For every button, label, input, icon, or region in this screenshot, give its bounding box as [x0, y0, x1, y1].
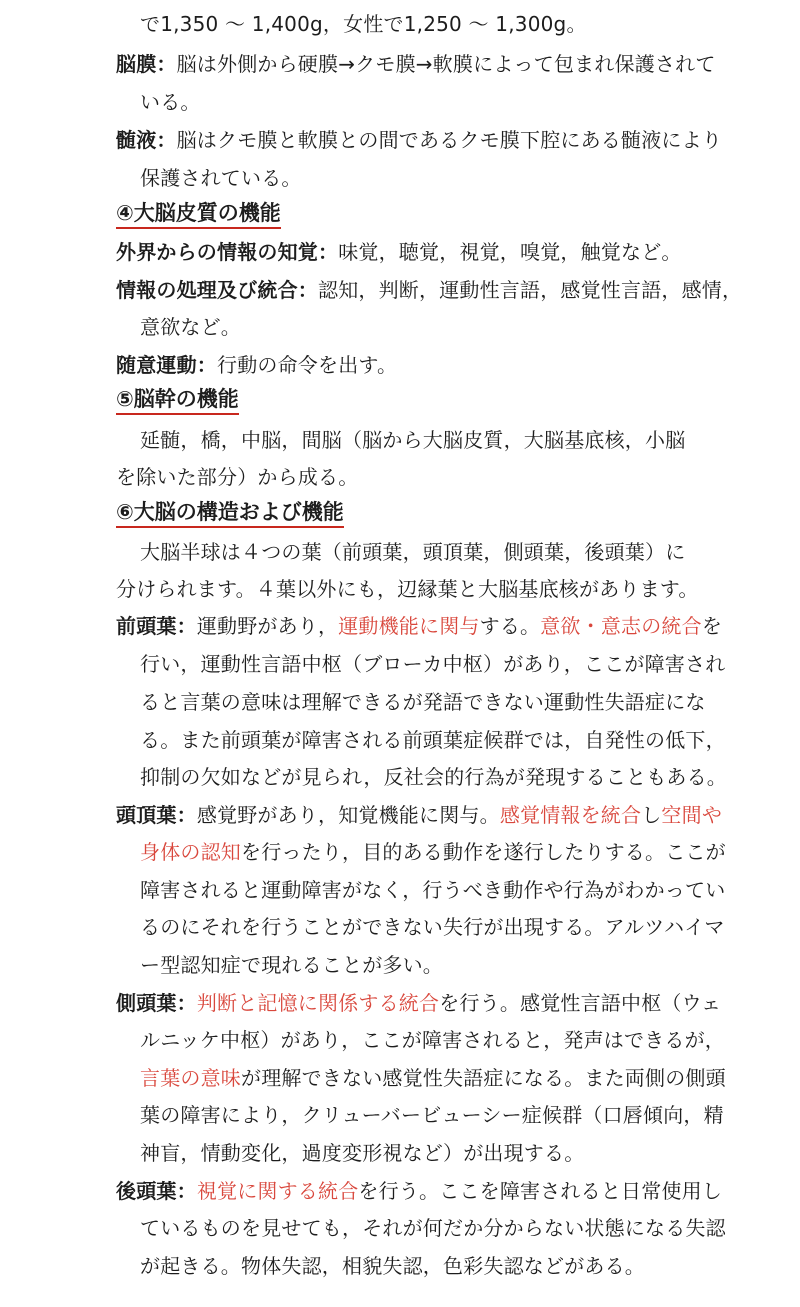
text-line: いる。 [140, 90, 201, 114]
text-line: ているものを見せても，それが何だか分からない状態になる失認 [140, 1216, 726, 1240]
text-span: を行う。感覚性言語中枢（ウェ [439, 991, 722, 1015]
text-line: 延髄，橋，中脳，間脳（脳から大脳皮質，大脳基底核，小脳 [140, 428, 686, 452]
text-line: 葉の障害により，クリューバービューシー症候群（口唇傾向，精 [140, 1103, 724, 1127]
text-line: で1,350 ～ 1,400g，女性で1,250 ～ 1,300g。 [140, 12, 587, 36]
text-span: を行う。ここを障害されると日常使用し [358, 1179, 723, 1203]
highlight-text: 感覚情報を統合 [499, 803, 642, 827]
text-line [140, 838, 726, 866]
term-label: 側頭葉： [116, 991, 197, 1015]
section-heading: ⑤脳幹の機能 [116, 385, 239, 415]
text-span: する。 [479, 614, 541, 638]
text-line [116, 238, 682, 266]
term-text: 認知，判断，運動性言語，感覚性言語，感情， [318, 278, 743, 302]
text-span: 感覚野があり，知覚機能に関与。 [196, 803, 500, 827]
text-line [116, 612, 722, 640]
text-line [116, 50, 716, 78]
text-span: し [641, 803, 662, 827]
text-span: を行ったり，目的ある動作を遂行したりする。ここが [241, 840, 726, 864]
text-line: 神盲，情動変化，過度変形視など）が出現する。 [140, 1141, 585, 1165]
term-text: 脳は外側から硬膜→クモ膜→軟膜によって包まれ保護されて [176, 52, 716, 76]
highlight-text: 視覚に関する統合 [196, 1179, 359, 1203]
term-label: 前頭葉： [116, 614, 197, 638]
text-line: 分けられます。４葉以外にも，辺縁葉と大脳基底核があります。 [116, 577, 699, 601]
term-label: 外界からの情報の知覚： [116, 240, 339, 264]
text-span: が理解できない感覚性失語症になる。また両側の側頭 [241, 1066, 726, 1090]
highlight-text: 身体の認知 [140, 840, 241, 864]
term-text: 味覚，聴覚，視覚，嗅覚，触覚など。 [338, 240, 682, 264]
term-label: 頭頂葉： [116, 803, 197, 827]
highlight-text: 運動機能に関与 [338, 614, 480, 638]
text-line [116, 989, 721, 1017]
text-line: を除いた部分）から成る。 [116, 465, 359, 489]
text-line [116, 276, 742, 304]
text-line: が起きる。物体失認，相貌失認，色彩失認などがある。 [140, 1254, 645, 1278]
term-label: 随意運動： [116, 353, 217, 377]
text-line [116, 126, 722, 154]
text-line: 抑制の欠如などが見られ，反社会的行為が発現することもある。 [140, 765, 727, 789]
text-line: 障害されると運動障害がなく，行うべき動作や行為がわかってい [140, 878, 726, 902]
text-line: ー型認知症で現れることが多い。 [140, 953, 443, 977]
term-label: 髄液： [116, 128, 177, 152]
text-line: ルニッケ中枢）があり，ここが障害されると，発声はできるが， [140, 1028, 725, 1052]
text-line: 意欲など。 [140, 315, 241, 339]
term-text: 脳はクモ膜と軟膜との間であるクモ膜下腔にある髄液により [176, 128, 723, 152]
section-heading: ⑥大脳の構造および機能 [116, 498, 344, 528]
highlight-text: 判断と記憶に関係する統合 [196, 991, 440, 1015]
text-line: 行い，運動性言語中枢（ブローカ中枢）があり，ここが障害され [140, 652, 726, 676]
term-text: 行動の命令を出す。 [217, 353, 398, 377]
text-line [116, 1177, 722, 1205]
term-label: 脳膜： [116, 52, 177, 76]
text-span: 運動野があり， [196, 614, 339, 638]
text-line: 保護されている。 [140, 166, 302, 190]
text-line [140, 1064, 726, 1092]
text-line: 大脳半球は４つの葉（前頭葉，頭頂葉，側頭葉，後頭葉）に [140, 540, 686, 564]
highlight-text: 言葉の意味 [140, 1066, 241, 1090]
term-label: 情報の処理及び統合： [116, 278, 318, 302]
text-line: るのにそれを行うことができない失行が出現する。アルツハイマ [140, 915, 725, 939]
text-line: る。また前頭葉が障害される前頭葉症候群では，自発性の低下， [140, 728, 726, 752]
text-line: ると言葉の意味は理解できるが発語できない運動性失語症にな [140, 690, 706, 714]
text-span: を [701, 614, 723, 638]
section-heading: ④大脳皮質の機能 [116, 199, 281, 229]
term-label: 後頭葉： [116, 1179, 197, 1203]
highlight-text: 意欲・意志の統合 [540, 614, 702, 638]
text-line [116, 351, 397, 379]
text-line [116, 801, 722, 829]
highlight-text: 空間や [661, 803, 723, 827]
